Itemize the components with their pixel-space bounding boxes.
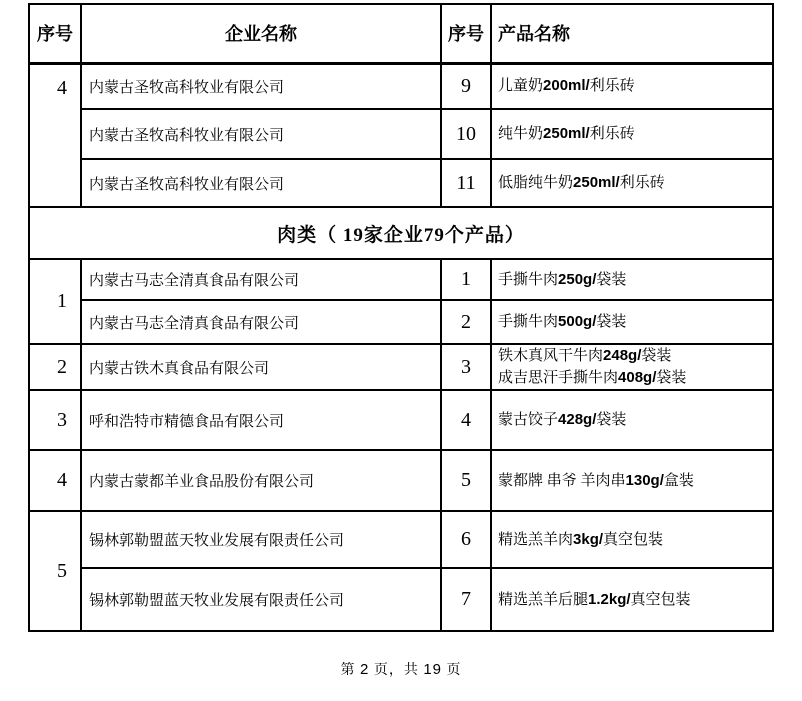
product-seq-cell: 3 [441,344,491,390]
product-seq-cell: 7 [441,568,491,631]
product-cell: 蒙古饺子428g/袋装 [491,390,773,450]
company-cell: 内蒙古马志全清真食品有限公司 [81,259,441,300]
table-row [29,109,773,159]
product-cell: 低脂纯牛奶250ml/利乐砖 [491,159,773,207]
header-company-seq: 序号 [29,4,81,63]
product-cell: 纯牛奶250ml/利乐砖 [491,109,773,159]
company-cell: 锡林郭勒盟蓝天牧业发展有限责任公司 [81,511,441,568]
product-seq-cell: 6 [441,511,491,568]
header-product-seq: 序号 [441,4,491,63]
company-cell: 锡林郭勒盟蓝天牧业发展有限责任公司 [81,568,441,631]
product-seq-cell: 10 [441,109,491,159]
product-cell: 铁木真风干牛肉248g/袋装 成吉思汗手撕牛肉408g/袋装 [491,344,773,390]
company-cell: 内蒙古铁木真食品有限公司 [81,344,441,390]
company-seq-cell: 3 [29,390,81,450]
product-cell: 手撕牛肉250g/袋装 [491,259,773,300]
table-row [29,159,773,207]
company-cell: 内蒙古圣牧高科牧业有限公司 [81,159,441,207]
company-cell: 内蒙古圣牧高科牧业有限公司 [81,109,441,159]
table-row [29,259,773,300]
company-seq-cell: 4 [29,63,81,207]
company-cell: 内蒙古马志全清真食品有限公司 [81,300,441,344]
product-cell: 精选羔羊后腿1.2kg/真空包装 [491,568,773,631]
product-seq-cell: 2 [441,300,491,344]
company-seq-cell: 4 [29,450,81,511]
table-row [29,63,773,109]
table-row [29,390,773,450]
product-seq-cell: 1 [441,259,491,300]
table-row [29,450,773,511]
product-seq-cell: 11 [441,159,491,207]
product-seq-cell: 5 [441,450,491,511]
product-seq-cell: 9 [441,63,491,109]
product-seq-cell: 4 [441,390,491,450]
product-cell: 儿童奶200ml/利乐砖 [491,63,773,109]
product-cell: 精选羔羊肉3kg/真空包装 [491,511,773,568]
product-cell: 蒙都牌 串爷 羊肉串130g/盒装 [491,450,773,511]
page-number-footer: 第 2 页，共 19 页 [340,661,462,678]
company-seq-cell: 1 [29,259,81,344]
section-title: 肉类（ 19家企业79个产品） [29,207,773,259]
company-cell: 内蒙古蒙都羊业食品股份有限公司 [81,450,441,511]
table-row [29,511,773,568]
table-row [29,344,773,390]
table-header-row [29,4,773,63]
company-seq-cell: 2 [29,344,81,390]
product-table [28,3,774,632]
section-header-row [29,207,773,259]
company-seq-cell: 5 [29,511,81,631]
product-cell: 手撕牛肉500g/袋装 [491,300,773,344]
table-row [29,300,773,344]
header-product-name: 产品名称 [491,4,773,63]
table-row [29,568,773,631]
company-cell: 内蒙古圣牧高科牧业有限公司 [81,63,441,109]
company-cell: 呼和浩特市精德食品有限公司 [81,390,441,450]
header-company-name: 企业名称 [81,4,441,63]
